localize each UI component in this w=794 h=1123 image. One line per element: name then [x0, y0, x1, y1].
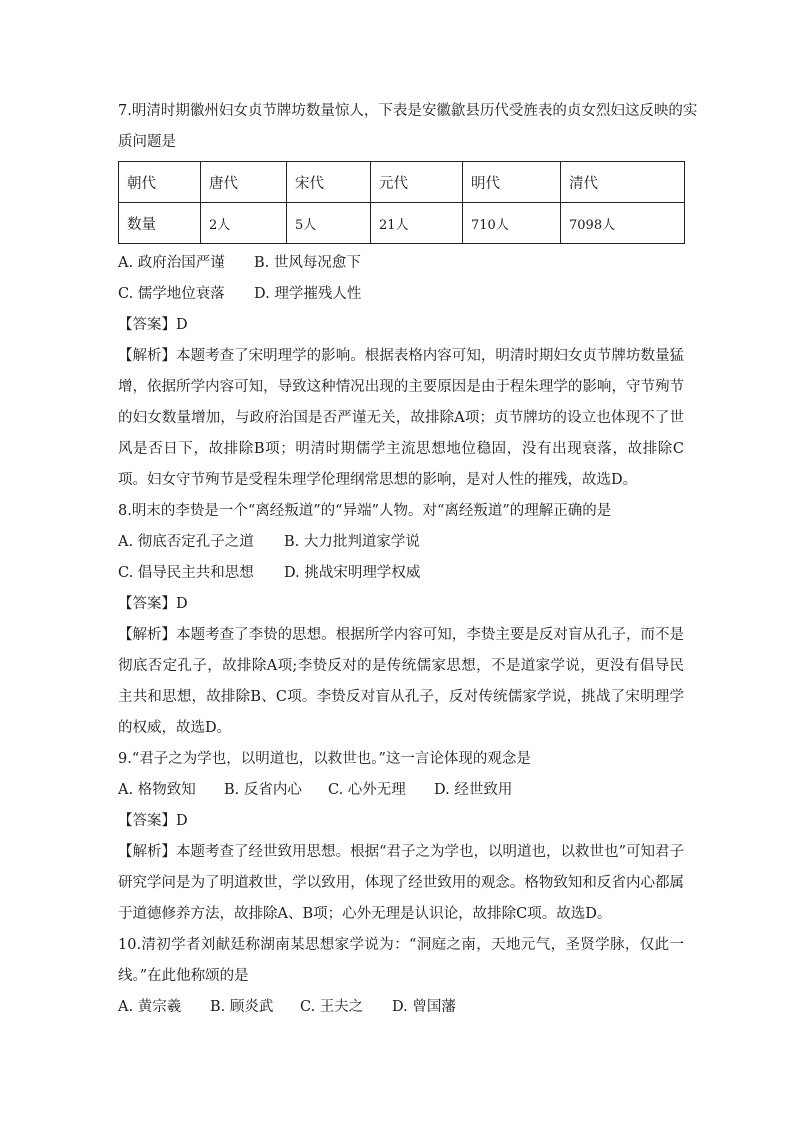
- q7-data-table: [118, 161, 685, 244]
- q7-options-cd: [118, 279, 684, 310]
- q7-analysis: 【解析】本题考查了宋明理学的影响。根据表格内容可知，明清时期妇女贞节牌坊数量猛增，依据所学内容可知，导致这种情况出现的主要原因是由于程朱理学的影响，守节殉节的妇女数量增加，与政府治国是否严谨无关，故排除A项；贞节牌坊的设立也体现不了世风是否日下，故排除B项；明清时期儒学主流思想地位稳固，没有出现衰落，故排除C项。妇女守节殉节是受程朱理学伦理纲常思想的影响，是对人性的摧残，故选D。: [118, 348, 684, 488]
- q7-option-b[interactable]: B. 世风每况愈下: [254, 255, 361, 271]
- q8-stem: 8.明末的李贽是一个“离经叛道”的“异端”人物。对“离经叛道”的理解正确的是: [118, 503, 612, 519]
- question-7: [118, 96, 698, 496]
- q10-option-c[interactable]: C. 王夫之: [300, 999, 364, 1015]
- table-cell: 宋代: [287, 162, 371, 203]
- table-cell: 2人: [201, 203, 287, 244]
- q8-option-a[interactable]: A. 彻底否定孔子之道: [118, 534, 254, 550]
- q10-option-b[interactable]: B. 顾炎武: [210, 999, 274, 1015]
- q9-option-b[interactable]: B. 反省内心: [224, 782, 302, 798]
- table-row: [119, 203, 685, 244]
- q9-option-c[interactable]: C. 心外无理: [328, 782, 406, 798]
- q7-stem-line1: 7.明清时期徽州妇女贞节牌坊数量惊人，下表是安徽歙县历代受旌表的贞女烈妇这反映的实: [118, 103, 698, 119]
- question-10: [118, 930, 684, 1023]
- q10-stem: 10.清初学者刘献廷称湖南某思想家学说为：“洞庭之南，天地元气，圣贤学脉，仅此一线。”在此他称颂的是: [118, 937, 684, 984]
- q8-option-b[interactable]: B. 大力批判道家学说: [284, 534, 420, 550]
- document-content: [118, 96, 698, 1023]
- table-cell: 明代: [463, 162, 561, 203]
- q7-option-c[interactable]: C. 儒学地位衰落: [118, 286, 225, 302]
- table-cell: 21人: [371, 203, 463, 244]
- q10-options: [118, 992, 684, 1023]
- q9-options: [118, 775, 684, 806]
- table-cell: 5人: [287, 203, 371, 244]
- table-cell: 朝代: [119, 162, 201, 203]
- q10-option-d[interactable]: D. 曾国藩: [392, 999, 456, 1015]
- question-9: [118, 744, 684, 930]
- table-cell: 清代: [561, 162, 685, 203]
- q8-options-cd: [118, 558, 684, 589]
- table-cell: 元代: [371, 162, 463, 203]
- question-8: [118, 496, 684, 744]
- q7-options-ab: [118, 248, 684, 279]
- q10-option-a[interactable]: A. 黄宗羲: [118, 999, 182, 1015]
- q9-answer: 【答案】D: [118, 813, 188, 829]
- q7-option-a[interactable]: A. 政府治国严谨: [118, 255, 225, 271]
- table-cell: 唐代: [201, 162, 287, 203]
- q7-stem-line2: 质问题是: [118, 134, 176, 150]
- table-cell: 710人: [463, 203, 561, 244]
- q7-answer: 【答案】D: [118, 317, 188, 333]
- table-header-row: [119, 162, 685, 203]
- q8-options-ab: [118, 527, 684, 558]
- q9-option-d[interactable]: D. 经世致用: [434, 782, 513, 798]
- q8-option-c[interactable]: C. 倡导民主共和思想: [118, 565, 254, 581]
- table-cell: 数量: [119, 203, 201, 244]
- q7-option-d[interactable]: D. 理学摧残人性: [254, 286, 362, 302]
- q8-option-d[interactable]: D. 挑战宋明理学权威: [284, 565, 421, 581]
- q8-answer: 【答案】D: [118, 596, 188, 612]
- q8-analysis: 【解析】本题考查了李贽的思想。根据所学内容可知，李贽主要是反对盲从孔子，而不是彻底否定孔子，故排除A项;李贽反对的是传统儒家思想，不是道家学说，更没有倡导民主共和思想，故排除B、C项。李贽反对盲从孔子，反对传统儒家学说，挑战了宋明理学的权威，故选D。: [118, 627, 684, 736]
- table-cell: 7098人: [561, 203, 685, 244]
- q9-option-a[interactable]: A. 格物致知: [118, 782, 196, 798]
- q9-stem: 9.“君子之为学也，以明道也，以救世也。”这一言论体现的观念是: [118, 751, 531, 767]
- q9-analysis: 【解析】本题考查了经世致用思想。根据“君子之为学也，以明道也，以救世也”可知君子研究学问是为了明道救世，学以致用，体现了经世致用的观念。格物致知和反省内心都属于道德修养方法，故排除A、B项；心外无理是认识论，故排除C项。故选D。: [118, 844, 684, 922]
